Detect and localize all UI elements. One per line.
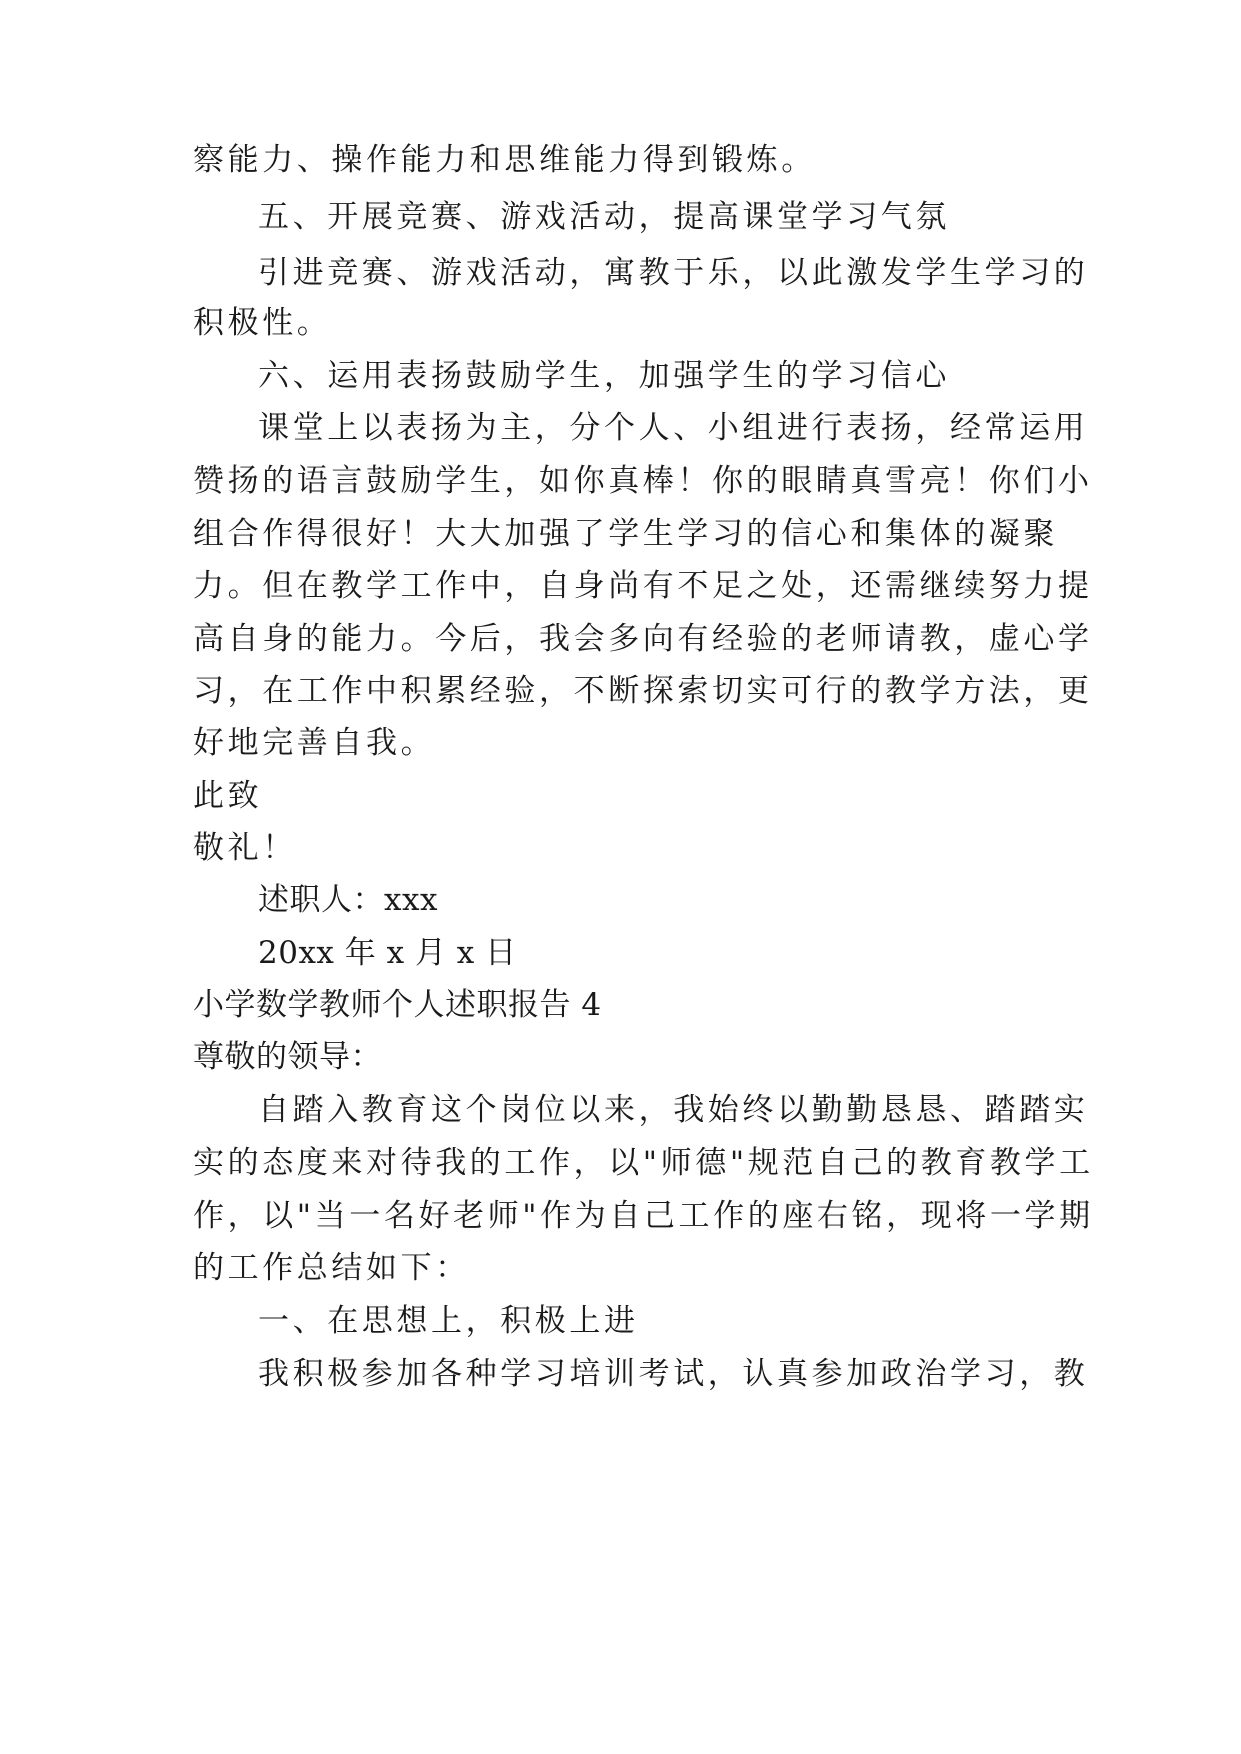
body-text-line: 的工作总结如下： — [193, 1250, 470, 1286]
closing-regards: 敬礼！ — [193, 830, 297, 866]
body-text-line: 察能力、操作能力和思维能力得到锻炼。 — [193, 142, 816, 178]
report-title: 小学数学教师个人述职报告 4 — [193, 987, 602, 1023]
signature-name: 述职人：xxx — [258, 882, 438, 918]
body-text-line: 实的态度来对待我的工作，以"师德"规范自己的教育教学工 — [193, 1145, 1094, 1181]
paragraph-first-line: 引进竞赛、游戏活动，寓教于乐，以此激发学生学习的 — [258, 255, 1089, 291]
body-text-line: 力。但在教学工作中，自身尚有不足之处，还需继续努力提 — [193, 568, 1093, 604]
body-text-line: 好地完善自我。 — [193, 725, 436, 761]
section-heading: 一、在思想上，积极上进 — [258, 1303, 639, 1339]
section-heading: 六、运用表扬鼓励学生，加强学生的学习信心 — [258, 358, 950, 394]
paragraph-first-line: 自踏入教育这个岗位以来，我始终以勤勤恳恳、踏踏实 — [258, 1092, 1089, 1128]
body-text-line: 积极性。 — [193, 305, 332, 341]
section-heading: 五、开展竞赛、游戏活动，提高课堂学习气氛 — [258, 199, 950, 235]
body-text-line: 作，以"当一名好老师"作为自己工作的座右铭，现将一学期 — [193, 1198, 1094, 1234]
greeting: 尊敬的领导： — [193, 1039, 382, 1075]
body-text-line: 赞扬的语言鼓励学生，如你真棒！你的眼睛真雪亮！你们小 — [193, 463, 1093, 499]
body-text-line: 习，在工作中积累经验，不断探索切实可行的教学方法，更 — [193, 673, 1093, 709]
closing-salutation: 此致 — [193, 778, 263, 814]
body-text-line: 组合作得很好！大大加强了学生学习的信心和集体的凝聚 — [193, 516, 1058, 552]
paragraph-first-line: 我积极参加各种学习培训考试，认真参加政治学习，教 — [258, 1356, 1089, 1392]
paragraph-first-line: 课堂上以表扬为主，分个人、小组进行表扬，经常运用 — [258, 410, 1089, 446]
signature-date: 20xx 年 x 月 x 日 — [258, 935, 517, 971]
body-text-line: 高自身的能力。今后，我会多向有经验的老师请教，虚心学 — [193, 621, 1093, 657]
